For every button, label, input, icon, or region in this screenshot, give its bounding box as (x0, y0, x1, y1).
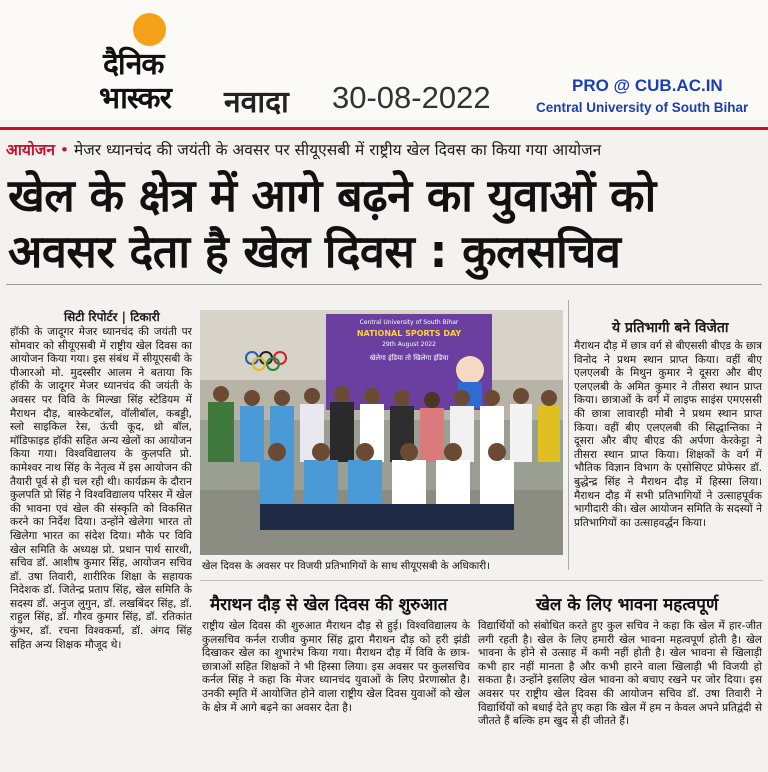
logo-line-2: भास्कर (99, 81, 171, 116)
winners-text: मैराथन दौड़ में छात्र वर्ग से बीएससी बीएड के छात्र विनोद ने प्रथम स्थान प्राप्त किया। वहीं बीए एलएलबी के मिथुन कुमार ने दूसरा और बीए एलएलबी के अमित कुमार ने तीसरा स्थान प्राप्त किया। छात्राओं के वर्ग में लाइफ साइंस एमएससी की छात्रा लावारही मोबी ने प्रथम स्थान प्राप्त किया। वहीं बीए एलएलबी की सिद्धान्तिका ने दूसरा और बीए बीएड की अर्पणा केरकेट्टा ने तीसरा स्थान प्राप्त किया। शिक्षकों के वर्ग में भौतिक विज्ञान विभाग के एसोसिएट प्रोफेसर डॉ. बुद्धेन्द्र सिंह ने मैराथन दौड़ में हिस्सा लिया। मैराथन दौड़ में सभी प्रतिभागियों ने उत्साहपूर्वक भागीदारी की। खेल आयोजन समिति के सदस्यों ने प्रतिभागियों का उत्साहवर्द्धन किया। (574, 340, 762, 529)
marathon-text: राष्ट्रीय खेल दिवस की शुरुआत मैराथन दौड़ से हुई। विश्वविद्यालय के कुलसचिव कर्नल राजीव कुमार सिंह द्वारा मैराथन दौड़ को हरी झंडी दिखाकर खेल का शुभारंभ किया गया। मैराथन दौड़ में विवि के छात्र-छात्राओं सहित शिक्षकों ने भी हिस्सा लिया। इस अवसर पर कुलसचिव कर्नल सिंह ने कहा कि मेजर ध्यानचंद युवाओं के लिए प्रेरणास्रोत है। उनकी स्मृति में आयोजित होने वाला राष्ट्रीय खेल दिवस युवाओं को खेल के क्षेत्र में आगे बढ़ने का अवसर देता है। (202, 620, 470, 714)
headline: खेल के क्षेत्र में आगे बढ़ने का युवाओं को अवसर देता है खेल दिवस : कुलसचिव (8, 169, 656, 278)
column-divider (568, 300, 569, 570)
masthead (0, 0, 768, 120)
event-photo (200, 310, 563, 555)
event-photo-illustration (200, 310, 563, 555)
spirit-text: विद्यार्थियों को संबोधित करते हुए कुल सचिव ने कहा कि खेल में हार-जीत लगी रहती है। खेल के लिए हमारी खेल भावना महत्वपूर्ण होती है। खेल भावना के होने से उत्साह में कमी नहीं होती है। खेल भावना से खिलाड़ी कभी हार नहीं मानता है और कभी हारने वाला खिलाड़ी भी विजयी हो सकता है। उन्होंने इसलिए खेल भावना को बचाए रखने पर जोर दिया। इस अवसर पर राष्ट्रीय खेल दिवस की आयोजन सचिव डॉ. उषा तिवारी ने विद्यार्थियों को बधाई देते हुए कहा कि खेल में हम न केवल अपने प्रतिद्वंदी से जीतते हैं बल्कि हम खुद से ही जीतते हैं। (478, 620, 762, 728)
kicker-tag: आयोजन (6, 141, 55, 159)
spirit-title: खेल के लिए भावना महत्वपूर्ण (536, 595, 719, 615)
banner-line-3: 29th August 2022 (382, 341, 436, 348)
winners-title: ये प्रतिभागी बने विजेता (612, 320, 729, 336)
banner-line-1: Central University of South Bihar (359, 319, 459, 326)
left-column-text: हॉकी के जादूगर मेजर ध्यानचंद की जयंती पर सोमवार को सीयूएसबी में राष्ट्रीय खेल दिवस का आयोजन किया गया। इस संबंध में सीयूएसबी के पीआरओ मो. मुदस्सीर आलम ने बताया कि हॉकी के जादूगर मेजर ध्यानचंद की जयंती के अवसर पर विवि के मिल्खा सिंह स्टेडियम में मैराथन दौड़, बास्केटबॉल, वॉलीबॉल, कबड्डी, स्लो साइकिल रेस, ऊंची कूद, थ्रो बॉल, मॉडिफाइड हॉकी सहित अन्य खेलों का आयोजन किया गया। विश्वविद्यालय के कुलपति प्रो. कामेश्वर नाथ सिंह के नेतृत्व में इस आयोजन की तैयारी पूर्व से ही चल रही थी। कार्यक्रम के दौरान कुलपति प्रो सिंह ने विश्वविद्यालय परिसर में खेल की भावना एवं खेल की संस्कृति को विकसित करने का निर्देश दिया। उन्होंने खेलेगा भारत तो खिलेगा भारत का संदेश दिया। मौके पर विवि खेल समिति के अध्यक्ष प्रो. प्रधान पार्थ सारथी, सचिव डॉ. आशीष कुमार सिंह, आयोजन सचिव डॉ. उषा तिवारी, शारीरिक शिक्षा के सहायक निदेशक डॉ. जितेन्द्र प्रताप सिंह, खेल समिति के सदस्य डॉ. अनुज लुगुन, डॉ. लखबिंदर सिंह, डॉ. राहुल सिंह, डॉ. गौरव कुमार सिंह, डॉ. रतिकांत कुंभर, डॉ. रचना विश्वकर्मा, डॉ. अंगद सिंह सहित अन्य शिक्षक मौजूद थे। (10, 326, 192, 651)
banner-line-4: खेलेगा इंडिया तो खिलेगा इंडिया (369, 354, 449, 362)
masthead-divider (0, 127, 768, 130)
university-name: Central University of South Bihar (536, 100, 749, 115)
bottom-section-divider (200, 580, 763, 581)
headline-divider (6, 284, 762, 285)
edition-date: 30-08-2022 (332, 80, 491, 115)
bullet-icon: • (59, 141, 70, 159)
kicker-text: मेजर ध्यानचंद की जयंती के अवसर पर सीयूएसबी में राष्ट्रीय खेल दिवस का किया गया आयोजन (73, 141, 602, 159)
marathon-title: मैराथन दौड़ से खेल दिवस की शुरुआत (210, 595, 448, 615)
banner-line-2: NATIONAL SPORTS DAY (356, 329, 462, 338)
logo-line-1: दैनिक (103, 47, 164, 82)
kicker (6, 138, 766, 160)
pro-email: PRO @ CUB.AC.IN (572, 76, 723, 95)
edition-city: नवादा (224, 85, 289, 120)
byline: सिटी रिपोर्टर | टिकारी (64, 310, 160, 324)
photo-caption: खेल दिवस के अवसर पर विजयी प्रतिभागियों के साथ सीयूएसबी के अधिकारी। (202, 560, 491, 572)
